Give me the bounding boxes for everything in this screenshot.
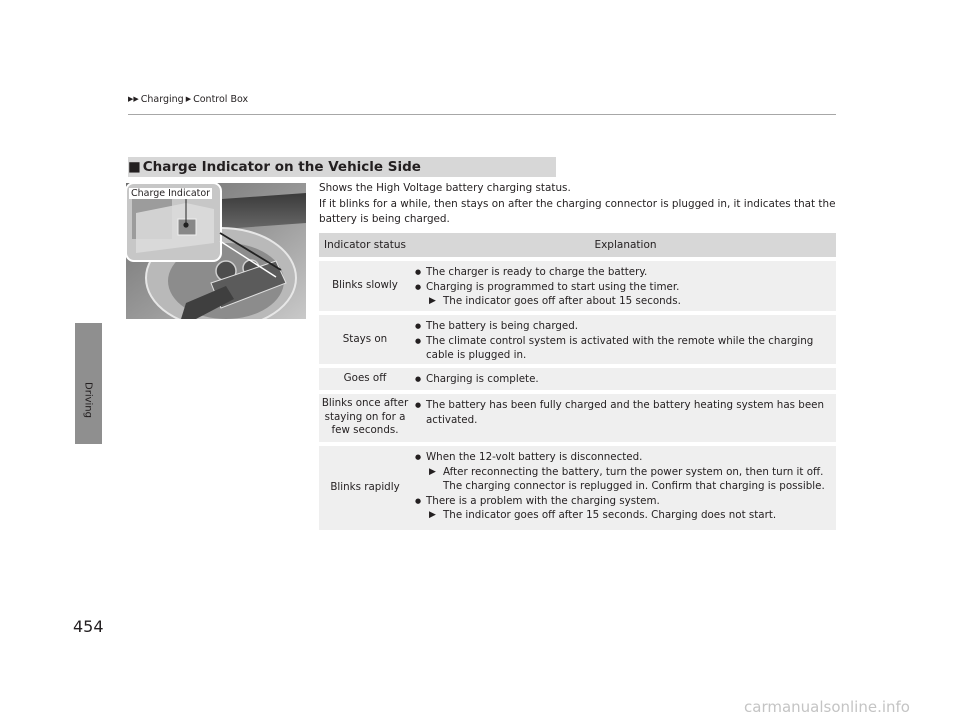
watermark: carmanualsonline.info <box>744 698 910 716</box>
status-cell: Blinks once after staying on for a few seconds. <box>321 397 409 436</box>
note-text: The indicator goes off after 15 seconds. Charging does not start. <box>443 509 777 521</box>
breadcrumb-arrow-icon: ▶ <box>185 95 192 103</box>
breadcrumb <box>128 94 248 105</box>
explanation-bullet: ● Charging is complete. <box>415 372 833 387</box>
table-row <box>319 315 836 364</box>
note-arrow-icon: ▶ <box>429 510 436 520</box>
section-marker-icon: ■ <box>128 159 141 175</box>
indicator-table-header <box>319 233 836 257</box>
table-row <box>319 394 836 442</box>
breadcrumb-item-control-box[interactable]: Control Box <box>193 94 249 105</box>
breadcrumb-arrow-icon: ▶▶ <box>128 95 139 103</box>
page-number: 454 <box>73 617 104 636</box>
charge-port-illustration <box>126 183 306 319</box>
col-header-explanation: Explanation <box>594 239 657 251</box>
section-title <box>128 157 421 177</box>
explanation-bullet: ● The battery has been fully charged and the battery heating system has been activated. <box>415 398 833 427</box>
table-row <box>319 368 836 390</box>
explanation-cell <box>415 265 833 309</box>
section-title-text: Charge Indicator on the Vehicle Side <box>142 159 421 175</box>
explanation-cell <box>415 372 833 387</box>
header-divider <box>128 114 836 115</box>
status-cell: Stays on <box>342 332 388 345</box>
explanation-bullet: ● The charger is ready to charge the battery. <box>415 265 833 280</box>
explanation-cell <box>415 319 833 363</box>
intro-text <box>319 181 839 228</box>
explanation-cell <box>415 450 833 523</box>
explanation-cell <box>415 398 833 427</box>
note-arrow-icon: ▶ <box>429 296 436 306</box>
table-row <box>319 261 836 311</box>
status-cell: Blinks slowly <box>332 279 398 292</box>
chapter-tab-label: Driving <box>82 382 94 418</box>
status-cell: Blinks rapidly <box>330 481 400 494</box>
figure-callout-label: Charge Indicator <box>131 188 211 199</box>
explanation-bullet: ● Charging is programmed to start using the timer. <box>415 280 833 295</box>
explanation-note <box>415 508 833 523</box>
intro-line: Shows the High Voltage battery charging status. <box>319 182 571 194</box>
intro-line: If it blinks for a while, then stays on after the charging connector is plugged in, it indicates that the battery is being charged. <box>319 197 836 225</box>
note-arrow-icon: ▶ <box>429 466 436 477</box>
status-cell: Goes off <box>343 372 387 385</box>
table-row <box>319 446 836 530</box>
explanation-bullet: ● When the 12-volt battery is disconnected. <box>415 450 833 465</box>
explanation-note <box>415 294 833 309</box>
explanation-note <box>415 465 833 494</box>
explanation-bullet: ● The climate control system is activated with the remote while the charging cable is plugged in. <box>415 334 833 363</box>
breadcrumb-item-charging[interactable]: Charging <box>140 94 184 105</box>
note-text: After reconnecting the battery, turn the power system on, then turn it off. The charging connector is replugged in. Confirm that charging is possible. <box>443 465 825 492</box>
note-text: The indicator goes off after about 15 seconds. <box>443 295 681 307</box>
col-header-status: Indicator status <box>323 239 406 251</box>
explanation-bullet: ● There is a problem with the charging system. <box>415 494 833 509</box>
explanation-bullet: ● The battery is being charged. <box>415 319 833 334</box>
